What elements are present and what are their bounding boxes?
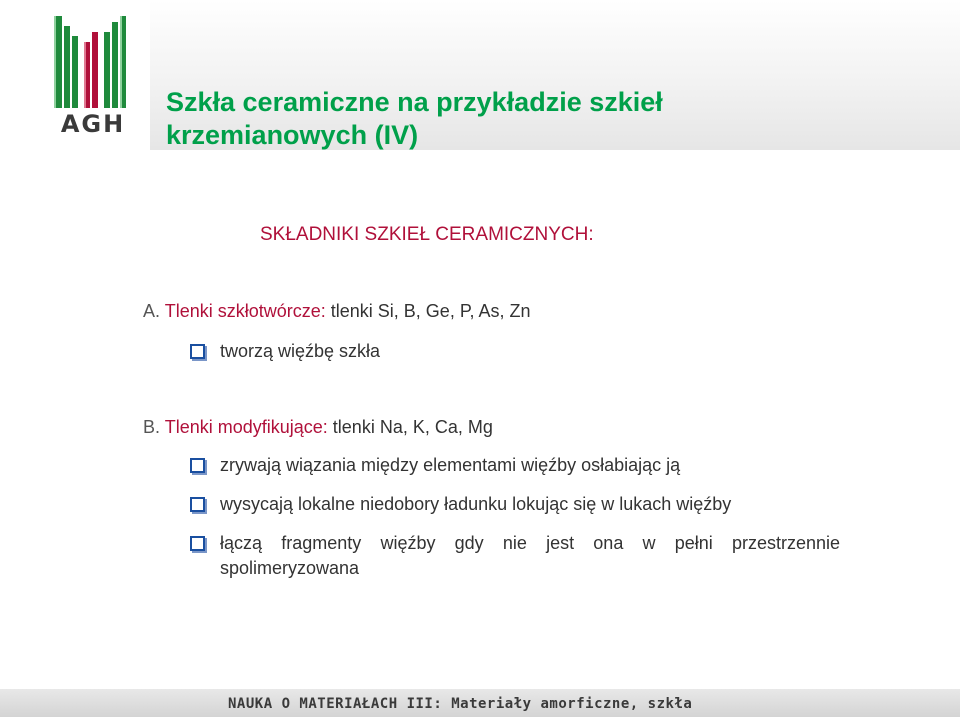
list-item	[190, 492, 840, 517]
section-b-prefix: B.	[143, 417, 161, 437]
section-b-label: Tlenki modyfikujące:	[164, 417, 328, 437]
section-b-rest: tlenki Na, K, Ca, Mg	[332, 417, 493, 437]
agh-logo	[48, 12, 138, 138]
list-item	[190, 339, 840, 364]
section-a-rest: tlenki Si, B, Ge, P, As, Zn	[330, 301, 531, 321]
section-heading: SKŁADNIKI SZKIEŁ CERAMICZNYCH:	[260, 224, 594, 245]
checkbox-bullet-icon	[190, 458, 205, 473]
list-item	[190, 453, 840, 478]
section-a-line	[143, 300, 531, 323]
footer-bar	[0, 689, 960, 717]
checkbox-bullet-icon	[190, 344, 205, 359]
section-a-label: Tlenki szkłotwórcze:	[164, 301, 326, 321]
section-a-prefix: A.	[143, 301, 161, 321]
list-item-text: zrywają wiązania między elementami więźby osłabiając ją	[220, 455, 681, 475]
list-item-text: wysycają lokalne niedobory ładunku lokując się w lukach więźby	[220, 494, 732, 514]
checkbox-bullet-icon	[190, 536, 205, 551]
agh-emblem-icon	[48, 12, 138, 138]
title-line-2: krzemianowych (IV)	[166, 120, 419, 150]
list-item-text: tworzą więźbę szkła	[220, 341, 381, 361]
footer-text: NAUKA O MATERIAŁACH III: Materiały amorficzne, szkła	[228, 696, 693, 712]
list-item-text: łączą fragmenty więźby gdy nie jest ona w pełni przestrzennie spolimeryzowana	[220, 533, 840, 578]
list-item	[190, 531, 840, 581]
title-line-1: Szkła ceramiczne na przykładzie szkieł	[166, 87, 663, 117]
svg-text:AGH: AGH	[60, 110, 126, 138]
checkbox-bullet-icon	[190, 497, 205, 512]
page-title	[166, 86, 663, 152]
section-b-line	[143, 416, 493, 439]
